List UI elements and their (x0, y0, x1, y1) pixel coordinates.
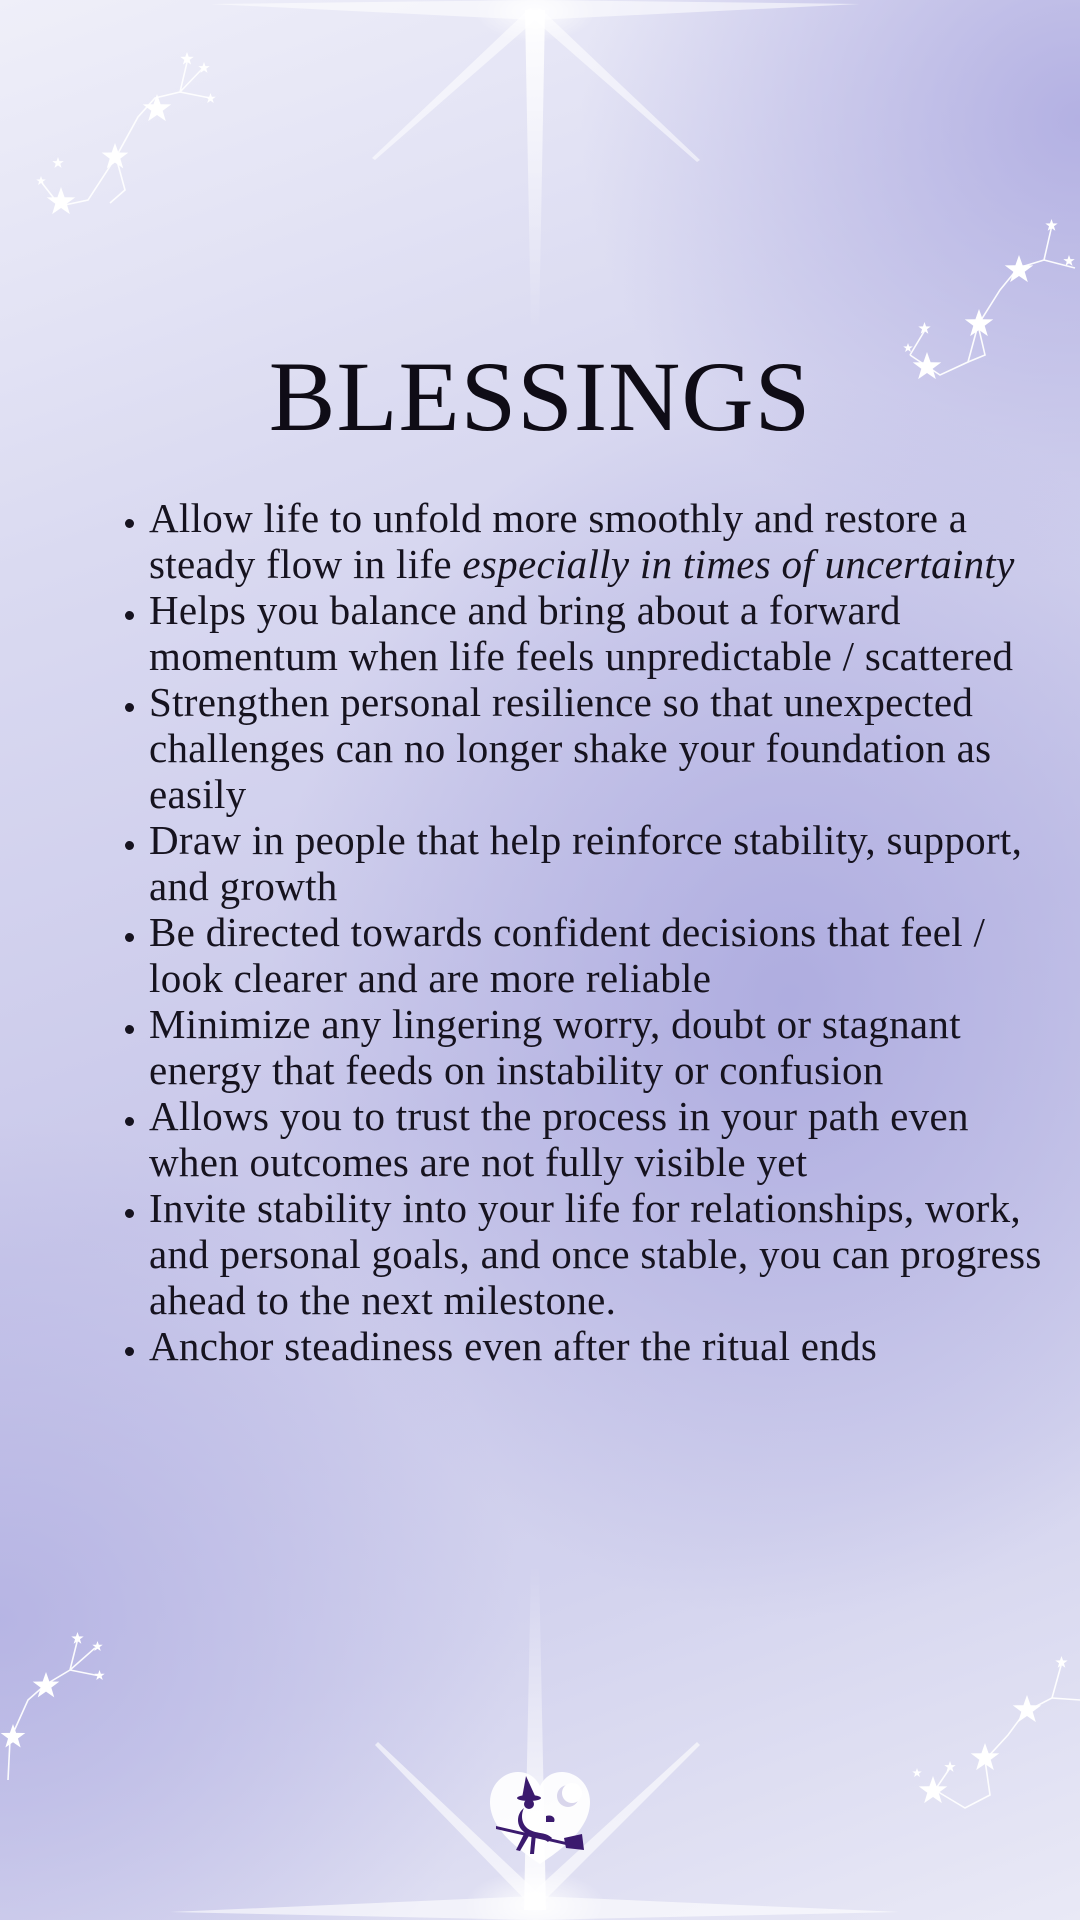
witch-on-broom-heart-icon (486, 1768, 594, 1868)
list-item: • Allow life to unfold more smoothly and restore a steady flow in life especially in times of uncertainty (149, 495, 1049, 587)
list-item: • Strengthen personal resilience so that unexpected challenges can no longer shake your foundation as easily (149, 679, 1049, 817)
list-item: • Anchor steadiness even after the ritual ends (149, 1323, 1049, 1369)
constellation-icon-bottom-right (935, 1662, 1080, 1808)
constellation-icon-top-left (42, 58, 210, 206)
blessings-list (113, 495, 1049, 1369)
list-item: • Allows you to trust the process in your path even when outcomes are not fully visible yet (149, 1093, 1049, 1185)
list-item: • Helps you balance and bring about a forward momentum when life feels unpredictable / scattered (149, 587, 1049, 679)
list-item: • Invite stability into your life for relationships, work, and personal goals, and once stable, you can progress ahead to the next milestone. (149, 1185, 1049, 1323)
constellation-icon-bottom-left (8, 1638, 100, 1780)
page-title: BLESSINGS (268, 341, 812, 452)
sparkle-icon-top (210, 0, 860, 330)
list-item: • Minimize any lingering worry, doubt or stagnant energy that feeds on instability or confusion (149, 1001, 1049, 1093)
list-item: • Draw in people that help reinforce stability, support, and growth (149, 817, 1049, 909)
list-item: • Be directed towards confident decisions that feel / look clearer and are more reliable (149, 909, 1049, 1001)
